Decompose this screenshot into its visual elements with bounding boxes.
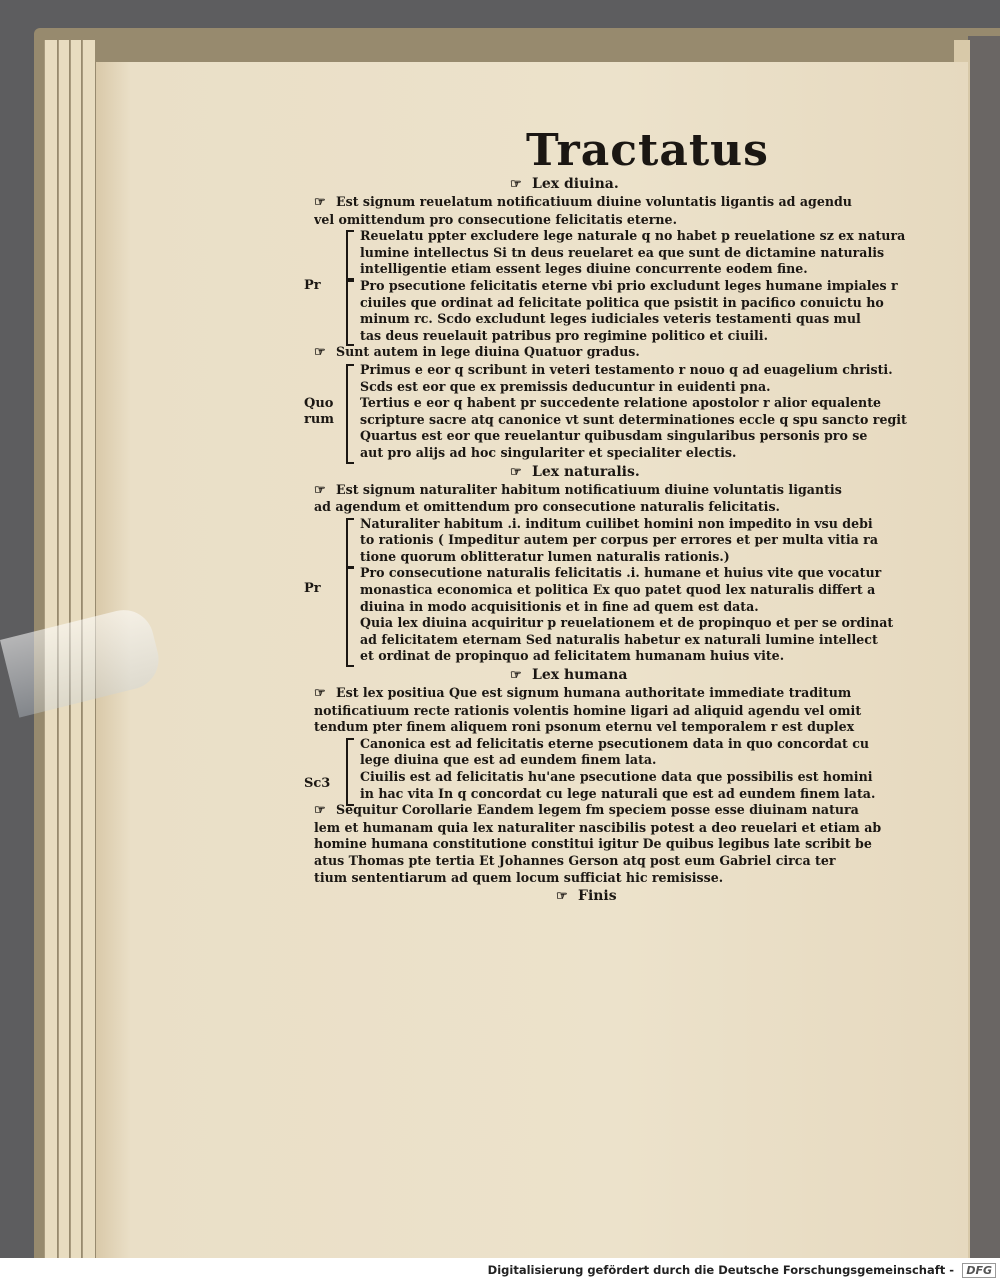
text-line: Canonica est ad felicitatis eterne psecutionem data in quo concordat cu [360, 735, 870, 751]
margin-note: Sc3 [304, 775, 331, 791]
manicule-icon: ☞ [314, 686, 326, 702]
margin-note: rum [304, 411, 335, 427]
text-line: tas deus reuelauit patribus pro regimine politico et ciuili. [360, 327, 768, 343]
text-line: Pro psecutione felicitatis eterne vbi prio excludunt leges humane impiales r [360, 277, 898, 293]
text-line: aut pro alijs ad hoc singulariter et specialiter electis. [360, 444, 737, 460]
manicule-icon: ☞ [314, 803, 326, 819]
bracket [346, 280, 354, 346]
text-line: intelligentie etiam essent leges diuine concurrente eodem fine. [360, 261, 808, 277]
text-line: Scds est eor que ex premissis deducuntur in euidenti pna. [360, 378, 771, 394]
text-line: in hac vita In q concordat cu lege naturali que est ad eundem finem lata. [360, 785, 876, 801]
text-line: lege diuina que est ad eundem finem lata. [360, 752, 657, 768]
text-line: scripture sacre atq canonice vt sunt determinationes eccle q spu sancto regit [360, 411, 907, 427]
text-line: Ciuilis est ad felicitatis hu'ane psecutione data que possibilis est homini [360, 769, 873, 784]
text-line: ☞ Est signum naturaliter habitum notificatiuum diuine voluntatis ligantis [314, 481, 842, 498]
bracket [346, 567, 354, 667]
page-title: Tractatus [526, 125, 769, 176]
text-line: ☞ Est lex positiua Que est signum humana authoritate immediate traditum [314, 685, 852, 702]
footer [0, 1258, 1000, 1283]
text-line: ☞ Est signum reuelatum notificatiuum diuine voluntatis ligantis ad agendu [314, 194, 852, 210]
text-line: Quartus est eor que reuelantur quibusdam singularibus personis pro se [360, 428, 868, 444]
gloss-block [304, 735, 914, 802]
bracket [346, 230, 354, 280]
margin-note: Quo [304, 395, 334, 411]
text-line: atus Thomas pte tertia Et Johannes Gerson atq post eum Gabriel circa ter [314, 852, 836, 868]
binding-shadow [968, 36, 1000, 1258]
manicule-icon: ☞ [314, 195, 326, 210]
finis-mark: ☞ Finis [556, 888, 617, 905]
section-heading: ☞ Lex naturalis. [510, 463, 640, 480]
manicule-icon: ☞ [556, 889, 568, 905]
text-line: tione quorum oblitteratur lumen naturalis rationis.) [360, 548, 730, 564]
text-line: ad felicitatem eternam Sed naturalis habetur ex naturali lumine intellect [360, 631, 878, 647]
manicule-icon: ☞ [510, 177, 522, 192]
text-line: homine humana constitutione constitui igitur De quibus legibus late scribit be [314, 836, 872, 852]
dfg-logo[interactable]: DFG [962, 1263, 996, 1278]
text-line: Pro consecutione naturalis felicitatis .i. humane et huius vite que vocatur [360, 565, 882, 581]
page-text [304, 125, 914, 906]
text-line: Tertius e eor q habent pr succedente relatione apostolor r alior equalente [360, 395, 882, 411]
text-line: vel omittendum pro consecutione felicitatis eterne. [314, 211, 677, 227]
text-line: Naturaliter habitum .i. inditum cuilibet homini non impedito in vsu debi [360, 515, 873, 531]
gloss-block [314, 228, 914, 278]
text-line: tium sententiarum ad quem locum sufficiat hic remisisse. [314, 869, 724, 885]
text-line: Primus e eor q scribunt in veteri testamento r nouo q ad euagelium christi. [360, 361, 893, 377]
text-line: ad agendum et omittendum pro consecutione naturalis felicitatis. [314, 499, 780, 515]
manicule-icon: ☞ [510, 464, 522, 480]
manicule-icon: ☞ [314, 345, 326, 361]
gloss-block [304, 565, 914, 665]
gloss-block [314, 516, 914, 566]
gloss-block [304, 361, 914, 462]
text-line: ☞ Sequitur Corollarie Eandem legem fm speciem posse esse diuinam natura [314, 802, 859, 819]
text-line: Reuelatu ppter excludere lege naturale q no habet p reuelatione sz ex natura [360, 228, 906, 244]
gloss-block [304, 277, 914, 344]
text-line: ciuiles que ordinat ad felicitate politica que psistit in pacifico conuictu ho [360, 294, 884, 310]
text-line: ☞ Sunt autem in lege diuina Quatuor gradus. [314, 344, 640, 361]
margin-note: Pr [304, 581, 321, 597]
bracket [346, 518, 354, 568]
manicule-icon: ☞ [510, 668, 522, 684]
text-line: lem et humanam quia lex naturaliter nascibilis potest a deo reuelari et etiam ab [314, 819, 882, 835]
section-heading: ☞ Lex diuina. [510, 176, 619, 192]
margin-note: Pr [304, 277, 321, 293]
text-line: notificatiuum recte rationis volentis homine ligari ad aliquid agendu vel omit [314, 702, 862, 718]
manicule-icon: ☞ [314, 482, 326, 498]
bracket [346, 738, 354, 806]
text-line: diuina in modo acquisitionis et in fine ad quem est data. [360, 598, 759, 614]
text-line: Quia lex diuina acquiritur p reuelationem et de propinquo et per se ordinat [360, 615, 894, 631]
section-heading: ☞ Lex humana [510, 667, 628, 684]
text-line: tendum pter finem aliquem roni psonum eternu vel temporalem r est duplex [314, 719, 855, 735]
text-line: minum rc. Scdo excludunt leges iudiciales veteris testamenti quas mul [360, 311, 861, 327]
text-line: lumine intellectus Si tn deus reuelaret ea que sunt de dictamine naturalis [360, 244, 885, 260]
text-line: to rationis ( Impeditur autem per corpus per errores et per multa vitia ra [360, 532, 878, 548]
text-line: monastica economica et politica Ex quo patet quod lex naturalis differt a [360, 582, 876, 598]
bracket [346, 364, 354, 464]
text-line: et ordinat de propinquo ad felicitatem humanam huius vite. [360, 648, 785, 664]
funding-credit: Digitalisierung gefördert durch die Deutsche Forschungsgemeinschaft - [487, 1263, 954, 1277]
